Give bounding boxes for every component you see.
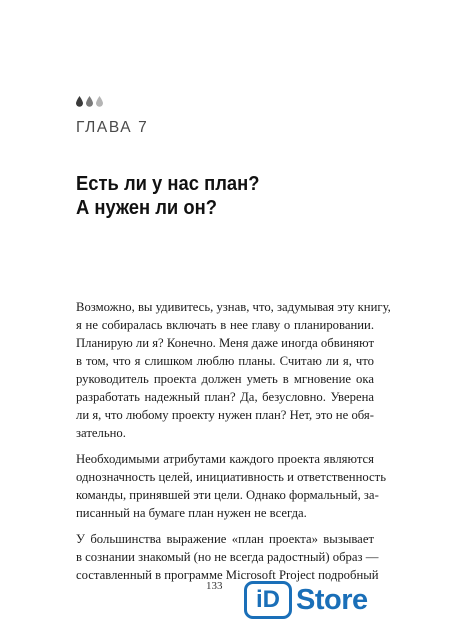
text-line: ли я, что любому проекту нужен план? Нет, это не обя- <box>76 408 374 422</box>
chapter-label: ГЛАВА 7 <box>76 119 149 136</box>
text-line: я не собиралась включать в нее главу о планировании. <box>76 318 374 332</box>
paragraph-1 <box>76 298 391 442</box>
text-line: зательно. <box>76 426 126 440</box>
paragraph-2 <box>76 450 386 522</box>
text-line: У большинства выражение «план проекта» вызывает <box>76 532 374 546</box>
text-line: в том, что я слишком люблю планы. Считаю ли я, что <box>76 354 374 368</box>
idstore-badge <box>244 580 378 620</box>
chapter-title <box>76 172 370 220</box>
drop-dark-icon <box>76 96 83 107</box>
text-line: команды, принявшей эти цели. Однако формальный, за- <box>76 488 379 502</box>
chapter-title-line-2: А нужен ли он? <box>76 197 217 219</box>
text-line: однозначность целей, инициативность и ответственность <box>76 470 386 484</box>
store-logo-text: Store <box>296 583 368 616</box>
body-text <box>76 298 391 592</box>
id-logo-box <box>244 581 292 619</box>
text-line: в сознании знакомый (но не всегда радостный) образ — <box>76 550 379 564</box>
text-line: Возможно, вы удивитесь, узнав, что, задумывая эту книгу, <box>76 300 391 314</box>
chapter-title-line-1: Есть ли у нас план? <box>76 173 260 195</box>
text-line: разработать надежный план? Да, безусловно. Уверена <box>76 390 374 404</box>
text-line: Планирую ли я? Конечно. Меня даже иногда обвиняют <box>76 336 374 350</box>
text-line: писанный на бумаге план нужен не всегда. <box>76 506 307 520</box>
text-line: руководитель проекта должен уметь в мгновение ока <box>76 372 374 386</box>
chapter-drops <box>76 96 103 107</box>
drop-light-icon <box>96 96 103 107</box>
page-number: 133 <box>206 580 223 592</box>
id-logo-text: iD <box>256 586 280 613</box>
paragraph-3 <box>76 530 379 584</box>
drop-medium-icon <box>86 96 93 107</box>
text-line: Необходимыми атрибутами каждого проекта являются <box>76 452 374 466</box>
text-line: составленный в программе Microsoft Project подробный <box>76 568 379 582</box>
